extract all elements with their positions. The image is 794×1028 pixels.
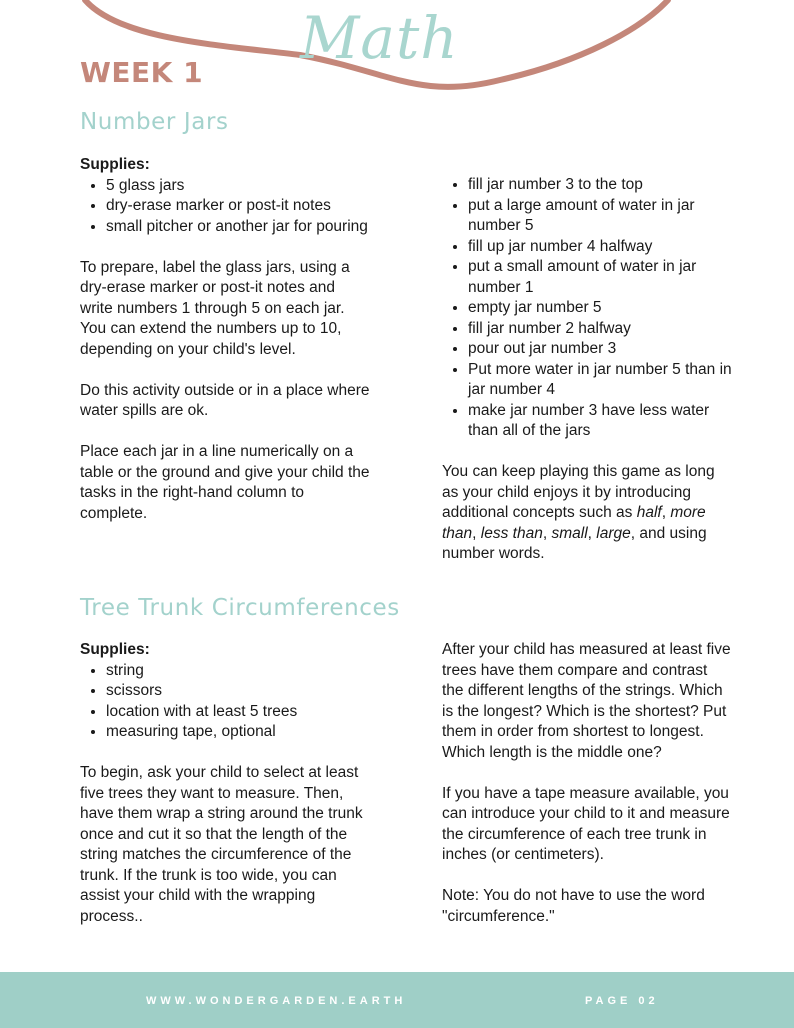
tree-trunk-right-column: [442, 640, 732, 948]
note-paragraph: Note: You do not have to use the word "circumference.": [442, 887, 705, 925]
footer-website: WWW.WONDERGARDEN.EARTH: [146, 995, 407, 1007]
separator: ,: [661, 504, 671, 521]
number-jars-right-column: [442, 175, 732, 585]
list-item: • fill jar number 3 to the top: [468, 175, 732, 196]
list-item: • fill jar number 2 halfway: [468, 319, 732, 340]
term-large: large: [596, 524, 631, 542]
paragraph: Place each jar in a line numerically on a table or the ground and give your child the tasks in the right-hand column to complete.: [80, 443, 370, 522]
list-item: • small pitcher or another jar for pouring: [106, 217, 370, 238]
tasks-list: [442, 175, 732, 442]
term-less-than: less than: [480, 524, 543, 542]
separator: ,: [542, 524, 552, 542]
paragraph: Do this activity outside or in a place where water spills are ok.: [80, 381, 370, 419]
paragraph: If you have a tape measure available, you can introduce your child to it and measure the circumference of each tree trunk in inches (or centimeters).: [442, 784, 730, 863]
list-item: • location with at least 5 trees: [106, 702, 370, 723]
list-item: • put a small amount of water in jar number 1: [468, 257, 732, 298]
list-item: • string: [106, 661, 370, 682]
paragraph: To begin, ask your child to select at least five trees they want to measure. Then, have them wrap a string around the trunk once and cut it so that the length of the string matches the circumference of the trunk. If the trunk is too wide, you can assist your child with the wrapping process..: [80, 764, 363, 925]
separator: ,: [472, 524, 481, 542]
supplies-list: [80, 176, 370, 238]
list-item: • pour out jar number 3: [468, 339, 732, 360]
list-item: • Put more water in jar number 5 than in jar number 4: [468, 360, 732, 401]
term-small: small: [551, 524, 588, 542]
closing-text: You can keep playing this game as long as your child enjoys it by introducing additional concepts such as: [442, 463, 715, 521]
footer-bar: [0, 972, 794, 1028]
supplies-label: Supplies:: [80, 156, 150, 173]
script-title-math: Math: [300, 4, 459, 72]
list-item: • 5 glass jars: [106, 176, 370, 197]
list-item: • measuring tape, optional: [106, 722, 370, 743]
section-title-number-jars: Number Jars: [80, 109, 229, 135]
closing-paragraph: [442, 462, 732, 565]
term-more-than: more than: [442, 504, 706, 542]
section-title-tree-trunk: Tree Trunk Circumferences: [80, 595, 400, 621]
list-item: • make jar number 3 have less water than all of the jars: [468, 401, 732, 442]
supplies-label: Supplies:: [80, 641, 150, 658]
closing-text-end: , and using number words.: [442, 524, 707, 562]
paragraph: To prepare, label the glass jars, using a dry-erase marker or post-it notes and write numbers 1 through 5 on each jar. You can extend the numbers up to 10, depending on your child's level.: [80, 258, 350, 358]
tree-trunk-left-column: [80, 640, 370, 948]
list-item: • fill up jar number 4 halfway: [468, 237, 732, 258]
term-half: half: [636, 504, 662, 521]
list-item: • scissors: [106, 681, 370, 702]
supplies-list: [80, 661, 370, 743]
number-jars-left-column: [80, 155, 370, 545]
week-heading: WEEK 1: [80, 56, 204, 89]
paragraph: After your child has measured at least five trees have them compare and contrast the different lengths of the strings. Which is the longest? Which is the shortest? Put them in order from shortest to longest. Which length is the middle one?: [442, 641, 731, 761]
list-item: • empty jar number 5: [468, 298, 732, 319]
footer-page-number: PAGE 02: [585, 995, 659, 1007]
list-item: • put a large amount of water in jar number 5: [468, 196, 732, 237]
list-item: • dry-erase marker or post-it notes: [106, 196, 370, 217]
separator: ,: [587, 524, 597, 542]
